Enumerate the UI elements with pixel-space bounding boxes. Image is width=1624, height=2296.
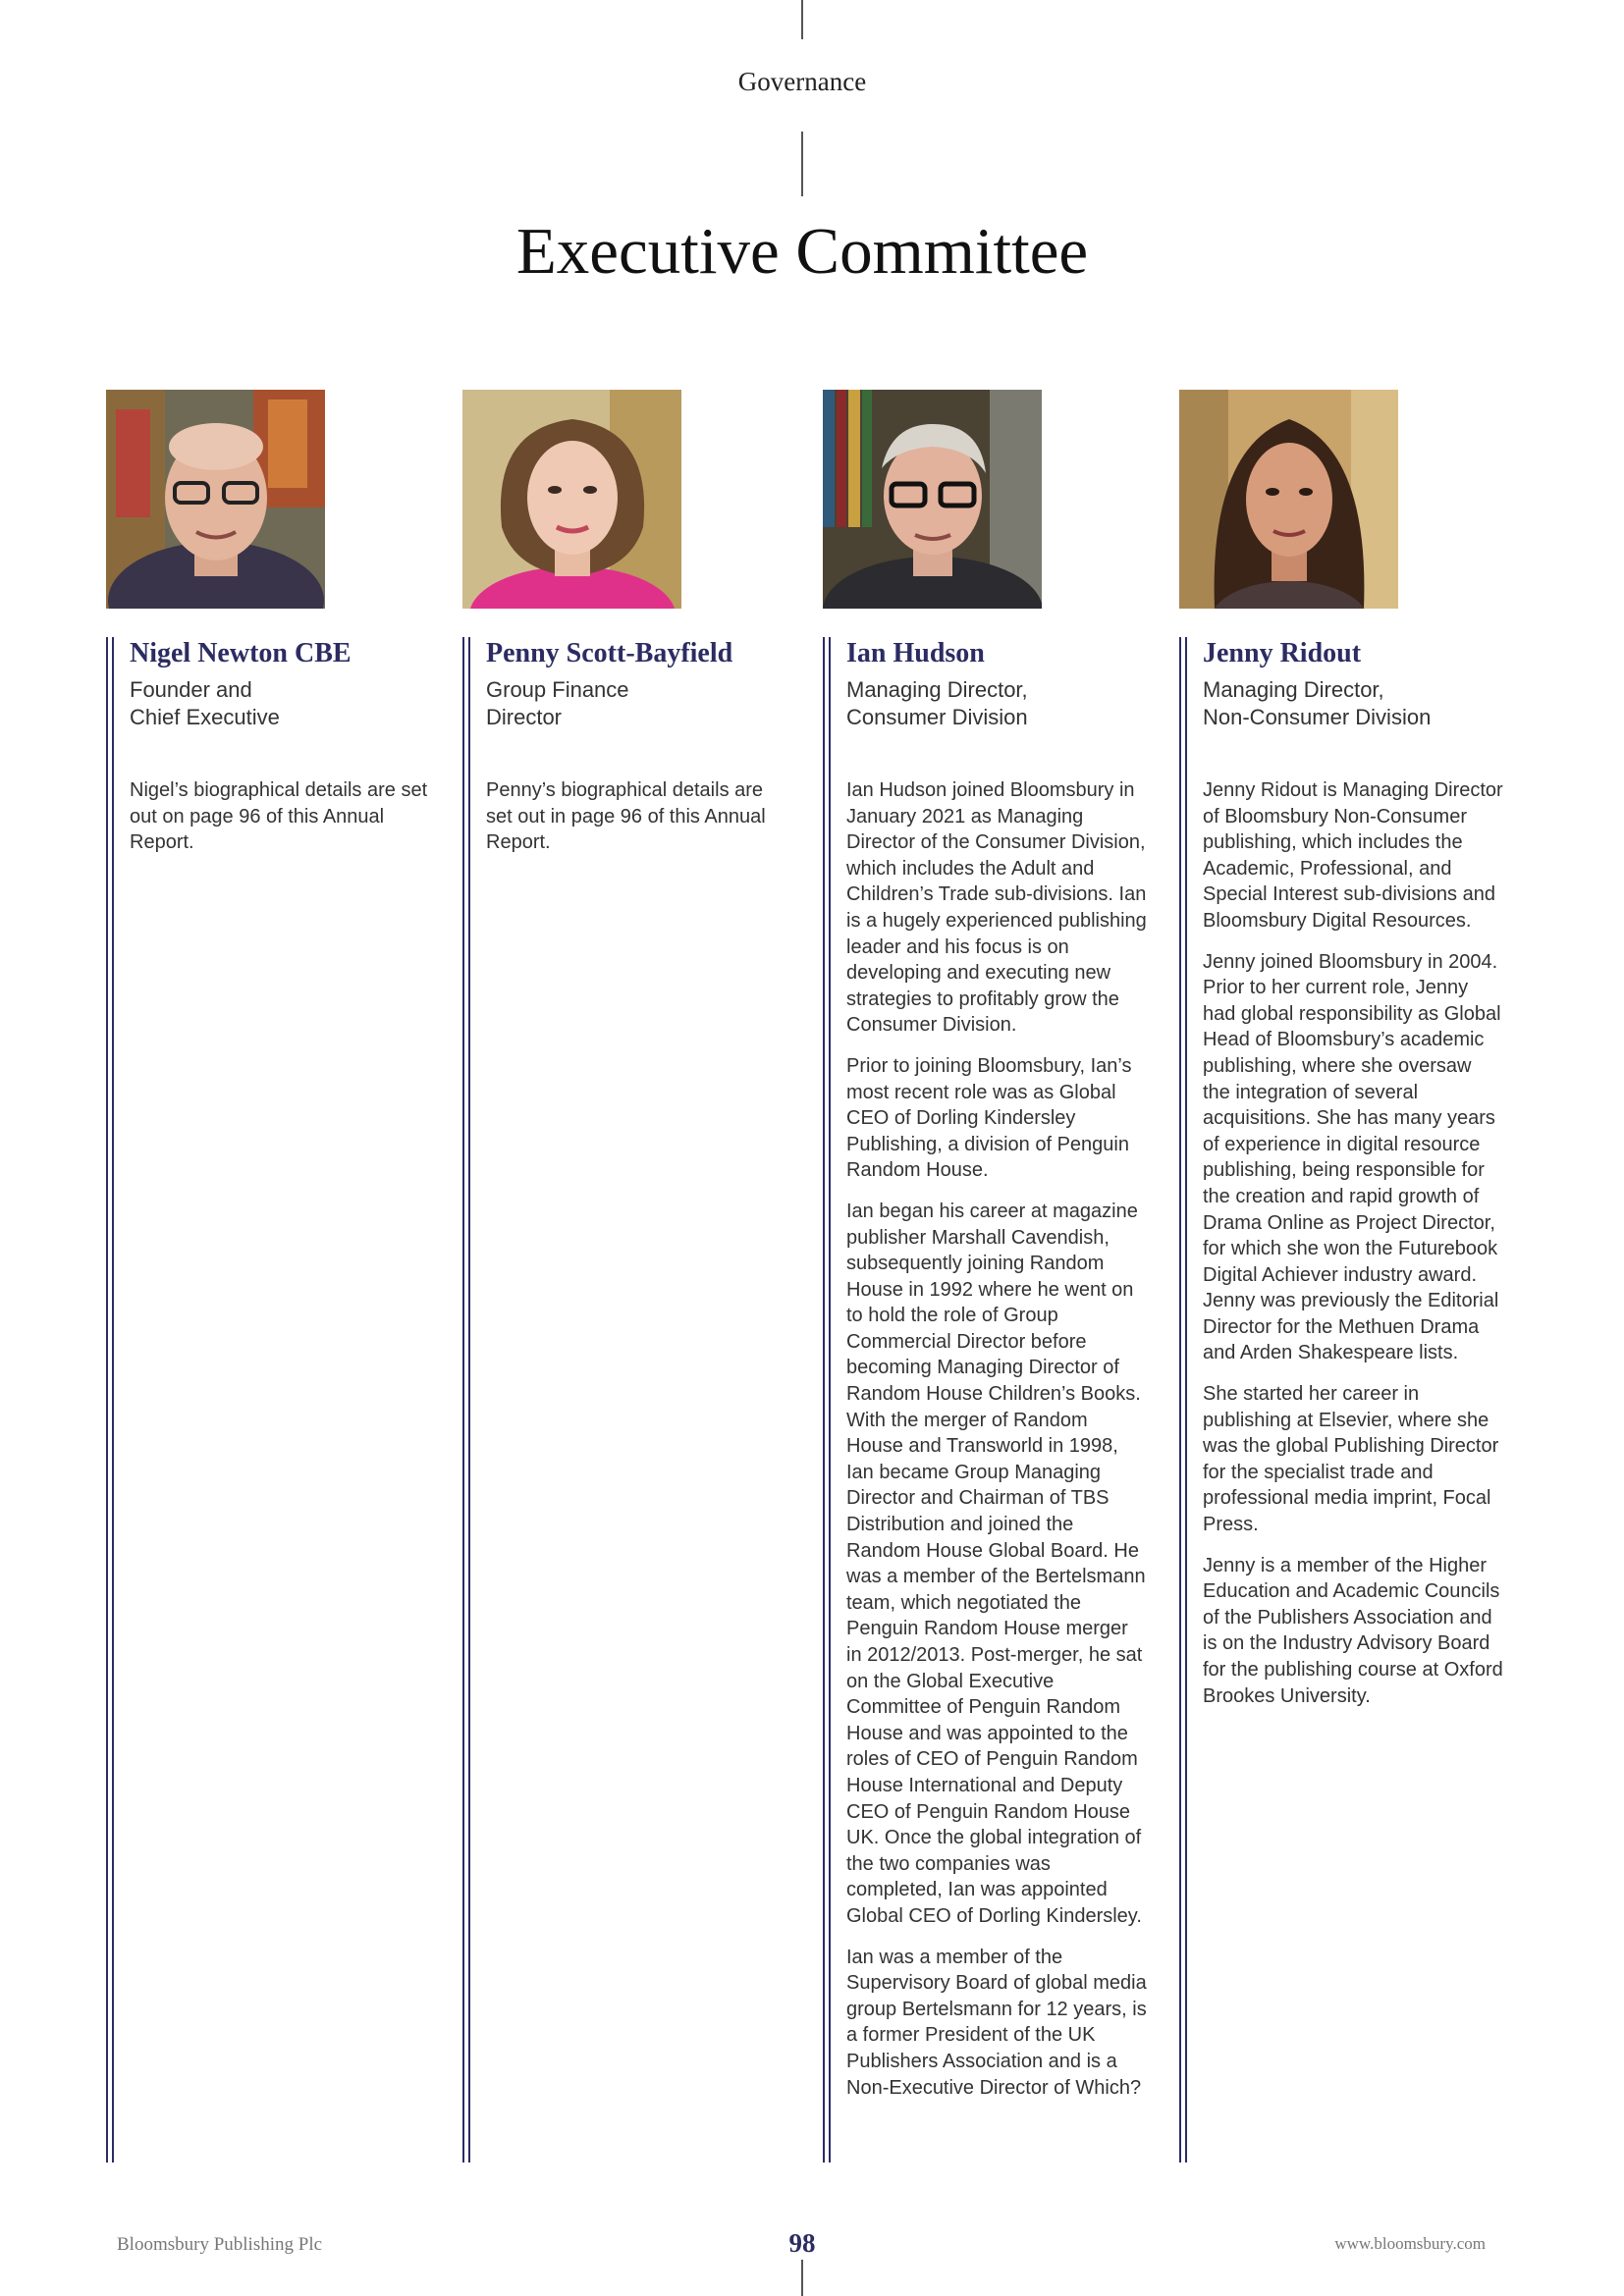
member-role-line: Group Finance	[486, 677, 629, 702]
bio-paragraph: Jenny Ridout is Managing Director of Bloomsbury Non-Consumer publishing, which includes the Academic, Professional, and Special Interest sub-divisions and Bloomsbury Digital Resources.	[1203, 779, 1503, 932]
bio-paragraph: Jenny joined Bloomsbury in 2004. Prior to her current role, Jenny had global responsibility as Global Head of Bloomsbury’s academic publishing, where she oversaw the integration of several acquisitions. She has many years of experience in digital resource publishing, being responsible for the creation and rapid growth of Drama Online as Project Director, for which she won the Futurebook Digital Achiever industry award. Jenny was previously the Editorial Director for the Methuen Drama and Arden Shakespeare lists.	[1203, 950, 1501, 1364]
member-photo	[462, 390, 681, 609]
bio-paragraph: Ian Hudson joined Bloomsbury in January 2021 as Managing Director of the Consumer Division, which includes the Adult and Children’s Trade sub-divisions. Ian is a hugely experienced publishing leader and his focus is on developing and executing new strategies to profitably grow the Consumer Division.	[846, 779, 1147, 1037]
page-number: 98	[788, 2228, 816, 2258]
member-photo	[106, 390, 325, 609]
member-bio	[486, 777, 786, 856]
member-card	[1179, 637, 1503, 2163]
member-name: Jenny Ridout	[1203, 638, 1362, 668]
member-bio	[846, 777, 1147, 2101]
bio-paragraph: Nigel’s biographical details are set out on page 96 of this Annual Report.	[130, 779, 428, 854]
bio-paragraph: Ian was a member of the Supervisory Board of global media group Bertelsmann for 12 years, is a former President of the UK Publishers Association and is a Non-Executive Director of Which?	[846, 1946, 1147, 2099]
page-title: Executive Committee	[515, 215, 1089, 288]
member-role-line: Chief Executive	[130, 705, 280, 729]
bio-paragraph: Jenny is a member of the Higher Education and Academic Councils of the Publishers Association and is on the Industry Advisory Board for the publishing course at Oxford Brookes University.	[1203, 1554, 1503, 1707]
member-column	[106, 390, 430, 2163]
member-name: Nigel Newton CBE	[130, 638, 352, 668]
member-photo	[823, 390, 1042, 609]
member-role	[486, 676, 786, 731]
bio-paragraph: Penny’s biographical details are set out in page 96 of this Annual Report.	[486, 779, 766, 854]
member-card	[823, 637, 1147, 2163]
member-bio	[1203, 777, 1503, 1709]
member-column	[1179, 390, 1503, 2163]
member-role-line: Director	[486, 705, 563, 729]
member-card	[462, 637, 786, 2163]
member-column	[462, 390, 786, 2163]
section-label: Governance	[737, 67, 867, 96]
bottom-rule	[801, 2260, 803, 2296]
top-rule	[801, 0, 803, 39]
header-rule	[801, 132, 803, 196]
bio-paragraph: Ian began his career at magazine publisher Marshall Cavendish, subsequently joining Random House in 1992 where he went on to hold the role of Group Commercial Director before becoming Managing Director of Random House Children’s Books. With the merger of Random House and Transworld in 1998, Ian became Group Managing Director and Chairman of TBS Distribution and joined the Random House Global Board. He was a member of the Bertelsmann team, which negotiated the Penguin Random House merger in 2012/2013. Post-merger, he sat on the Global Executive Committee of Penguin Random House and was appointed to the roles of CEO of Penguin Random House International and Deputy CEO of Penguin Random House UK. Once the global integration of the two companies was completed, Ian was appointed Global CEO of Dorling Kindersley.	[846, 1200, 1146, 1927]
bio-paragraph: Prior to joining Bloomsbury, Ian’s most recent role was as Global CEO of Dorling Kindersley Publishing, a division of Penguin Random House.	[846, 1054, 1132, 1182]
member-role-line: Non-Consumer Division	[1203, 705, 1432, 729]
member-role-line: Managing Director,	[1203, 677, 1384, 702]
member-name: Penny Scott-Bayfield	[486, 638, 733, 668]
member-role	[1203, 676, 1503, 731]
member-bio	[130, 777, 430, 856]
member-role-line: Founder and	[130, 677, 252, 702]
member-role	[846, 676, 1147, 731]
member-role-line: Consumer Division	[846, 705, 1028, 729]
member-card	[106, 637, 430, 2163]
footer-company: Bloomsbury Publishing Plc	[117, 2234, 323, 2255]
member-photo	[1179, 390, 1398, 609]
bio-paragraph: She started her career in publishing at Elsevier, where she was the global Publishing Director for the specialist trade and professional media imprint, Focal Press.	[1203, 1383, 1499, 1536]
member-column	[823, 390, 1147, 2163]
member-role	[130, 676, 430, 731]
member-name: Ian Hudson	[846, 638, 985, 668]
footer-website: www.bloomsbury.com	[1334, 2234, 1486, 2253]
member-role-line: Managing Director,	[846, 677, 1028, 702]
